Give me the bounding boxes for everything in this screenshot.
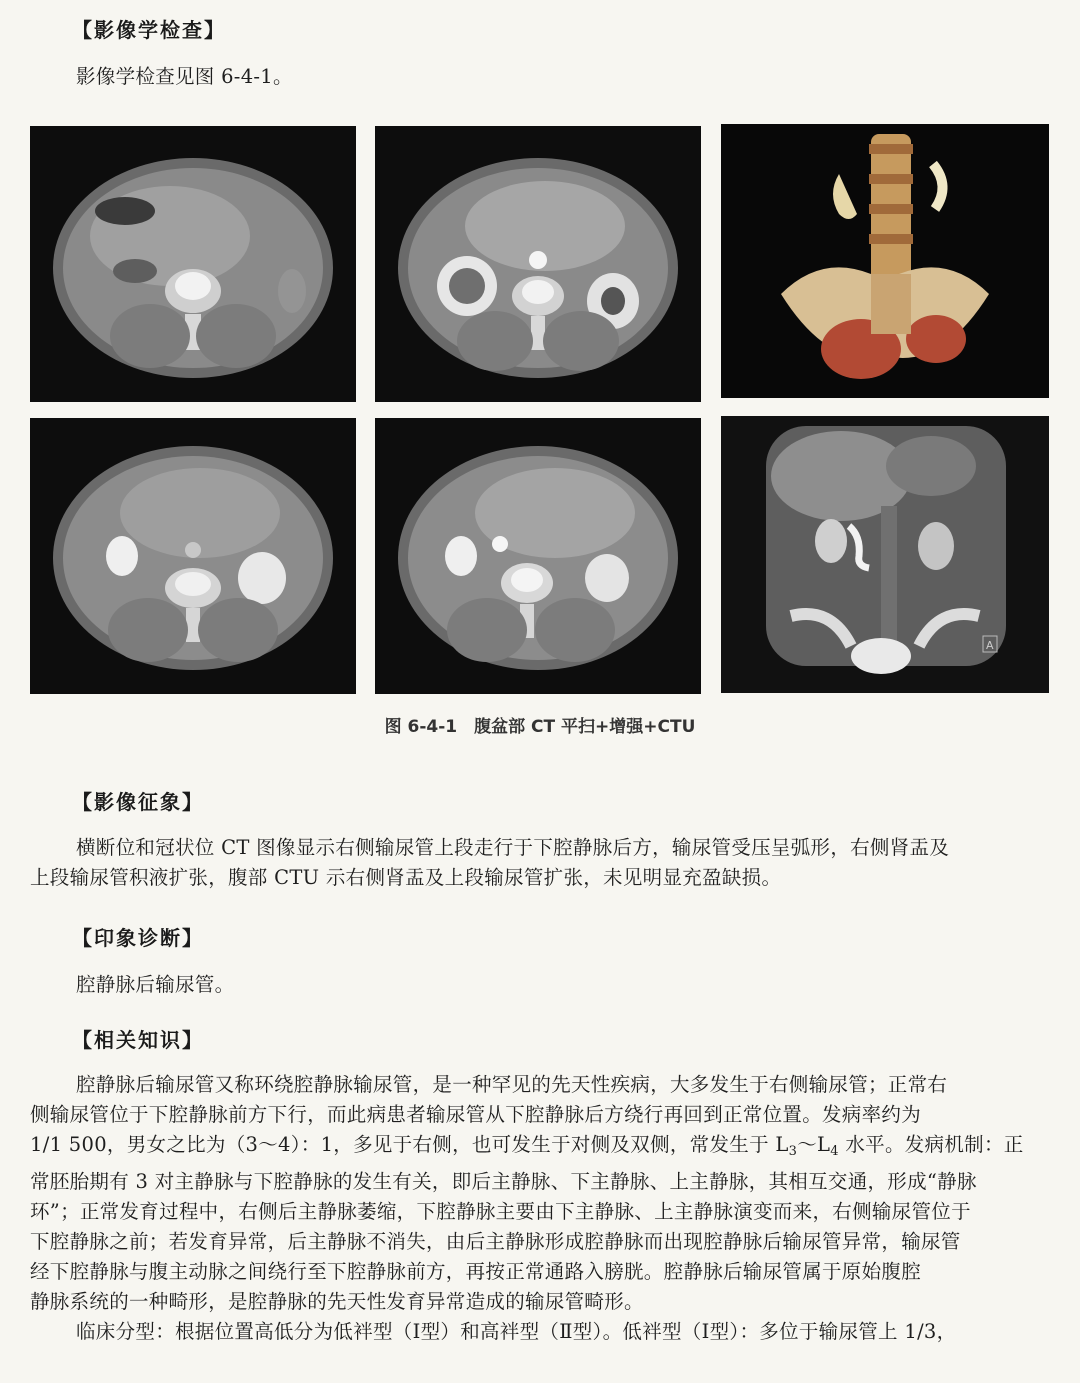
ct-axial-lower-enhanced-image	[375, 418, 701, 694]
heading-imaging-signs: 【影像征象】	[72, 790, 204, 814]
knowledge-line-5: 环”；正常发育过程中，右侧后主静脉萎缩，下腔静脉主要由下主静脉、上主静脉演变而来，右侧输尿管位于	[30, 1200, 971, 1223]
ct-axial-plain-image	[30, 126, 356, 402]
imaging-signs-line-1: 横断位和冠状位 CT 图像显示右侧输尿管上段走行于下腔静脉后方，输尿管受压呈弧形，右侧肾盂及	[76, 836, 950, 859]
heading-knowledge: 【相关知识】	[72, 1028, 204, 1052]
coronal-marker-label: A	[986, 639, 994, 652]
imaging-signs-text	[30, 833, 1060, 893]
knowledge-line-1: 腔静脉后输尿管又称环绕腔静脉输尿管，是一种罕见的先天性疾病，大多发生于右侧输尿管；正常右	[76, 1073, 948, 1096]
heading-impression: 【印象诊断】	[72, 926, 204, 950]
knowledge-line-2: 侧输尿管位于下腔静脉前方下行，而此病患者输尿管从下腔静脉后方绕行再回到正常位置。发病率约为	[30, 1103, 922, 1126]
knowledge-line-7: 经下腔静脉与腹主动脉之间绕行至下腔静脉前方，再按正常通路入膀胱。腔静脉后输尿管属于原始腹腔	[30, 1260, 922, 1283]
figure-caption: 图 6-4-1 腹盆部 CT 平扫+增强+CTU	[384, 717, 696, 737]
knowledge-line-8: 静脉系统的一种畸形，是腔静脉的先天性发育异常造成的输尿管畸形。	[30, 1290, 644, 1313]
ct-coronal-image	[721, 416, 1049, 693]
impression-text: 腔静脉后输尿管。	[76, 973, 235, 996]
knowledge-text	[30, 1070, 1060, 1347]
knowledge-line-6: 下腔静脉之前；若发育异常，后主静脉不消失，由后主静脉形成腔静脉而出现腔静脉后输尿管异常，输尿管	[30, 1230, 961, 1253]
knowledge-line-4: 常胚胎期有 3 对主静脉与下腔静脉的发生有关，即后主静脉、下主静脉、上主静脉，其相互交通，形成“静脉	[30, 1170, 977, 1193]
imaging-exam-text: 影像学检查见图 6-4-1。	[76, 65, 293, 88]
knowledge-line-3-c: 水平。发病机制：正	[838, 1133, 1024, 1156]
ct-axial-lower-plain-image	[30, 418, 356, 694]
knowledge-classification: 临床分型：根据位置高低分为低袢型（Ⅰ型）和高袢型（Ⅱ型）。低袢型（Ⅰ型）：多位于输尿管上 1/3，	[76, 1320, 957, 1343]
subscript-l4: 4	[830, 1144, 839, 1159]
ct-axial-enhanced-image	[375, 126, 701, 402]
heading-imaging-exam: 【影像学检查】	[72, 18, 226, 42]
knowledge-line-3-b: ～L	[797, 1133, 831, 1156]
subscript-l3: 3	[788, 1144, 798, 1159]
imaging-signs-line-2: 上段输尿管积液扩张，腹部 CTU 示右侧肾盂及上段输尿管扩张，未见明显充盈缺损。	[30, 866, 782, 889]
knowledge-line-3	[30, 1130, 1060, 1167]
ctu-3d-render-image	[721, 124, 1049, 398]
knowledge-line-3-a: 1/1 500，男女之比为（3～4）：1，多见于右侧，也可发生于对侧及双侧，常发生于 L	[30, 1133, 789, 1156]
